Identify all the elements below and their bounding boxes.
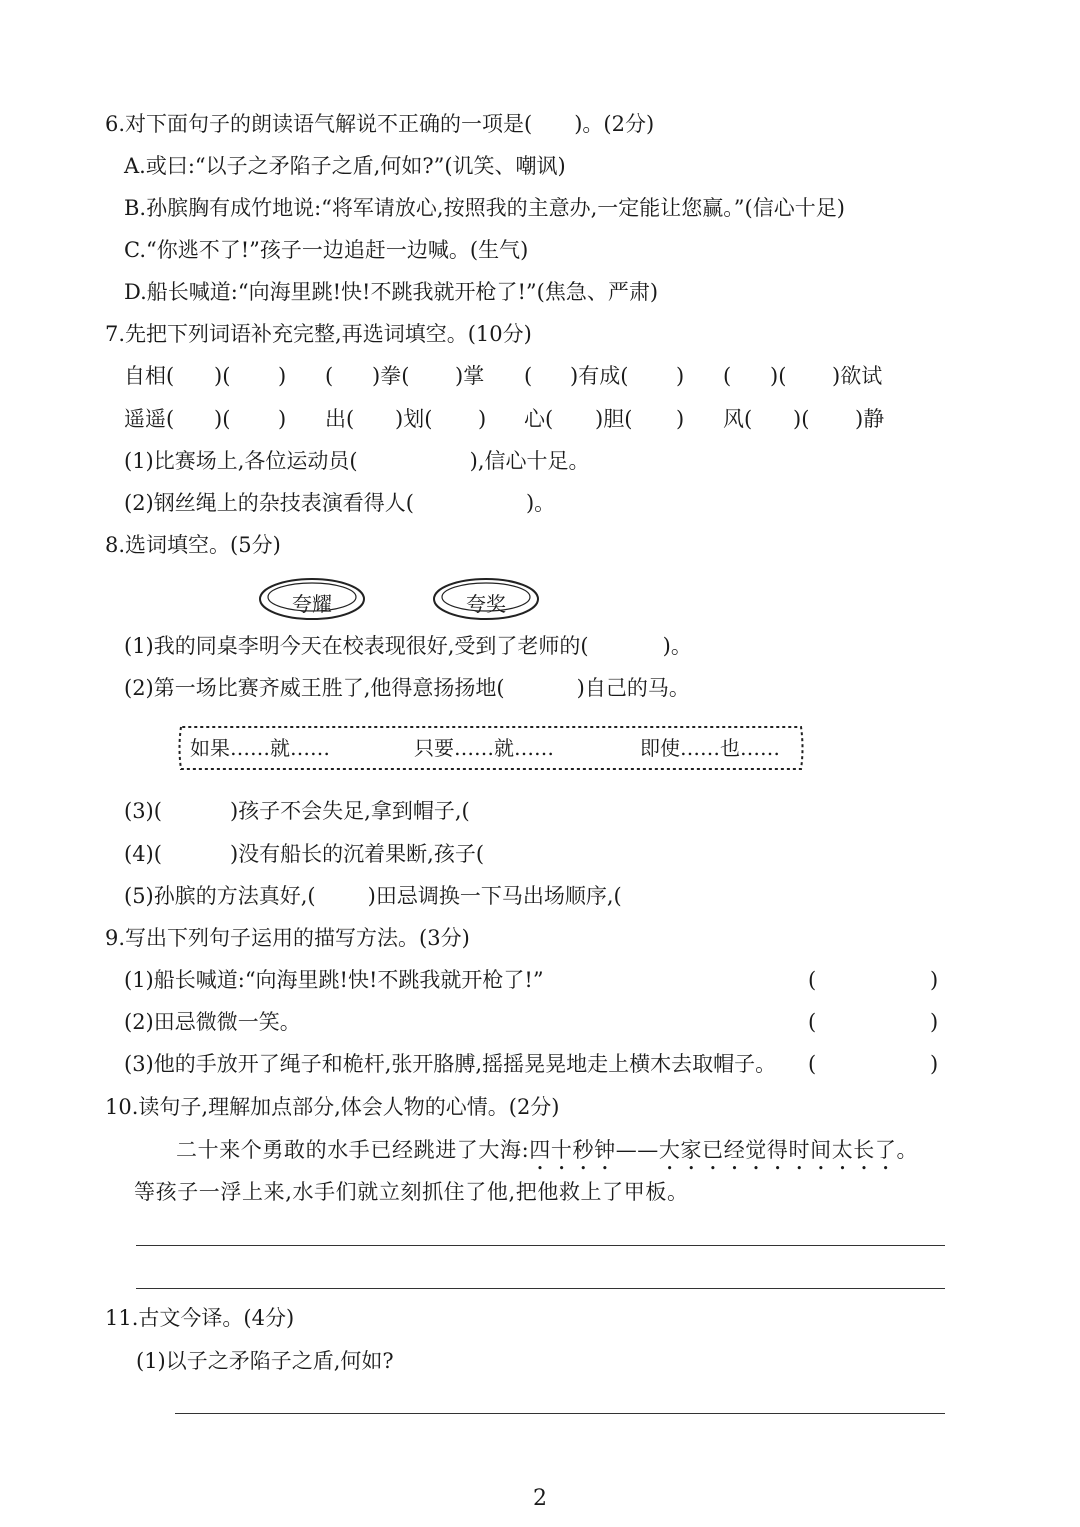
idiom-fragment: )欲试 bbox=[832, 364, 883, 388]
idiom-fragment: )拳( bbox=[372, 364, 410, 388]
idiom-fragment: 风( bbox=[723, 407, 753, 431]
q8-sentence-1 bbox=[124, 632, 692, 660]
q9-item-2: (2)田忌微微一笑。 bbox=[124, 1010, 301, 1034]
idiom-fragment: ) bbox=[676, 364, 685, 388]
q7-title: 7.先把下列词语补充完整,再选词填空。(10分) bbox=[105, 322, 532, 346]
sentence-text: (1)我的同桌李明今天在校表现很好,受到了老师的( bbox=[124, 634, 589, 658]
q7-sentence-1 bbox=[124, 447, 590, 475]
q8-title: 8.选词填空。(5分) bbox=[105, 533, 281, 557]
sentence-text: (4)( bbox=[124, 842, 162, 866]
idiom-fragment: ( bbox=[524, 364, 533, 388]
idiom-fragment: 遥遥( bbox=[124, 407, 175, 431]
word-plate-kuayao bbox=[258, 575, 366, 623]
sentence-text: )孩子不会失足,拿到帽子,( bbox=[229, 799, 470, 823]
q7-sentence-2 bbox=[124, 489, 555, 517]
idiom-fragment: ) bbox=[278, 364, 287, 388]
idiom-fragment: ) bbox=[478, 407, 487, 431]
q10-passage-line-2: 等孩子一浮上来,水手们就立刻抓住了他,把他救上了甲板。 bbox=[134, 1180, 689, 1204]
q9-answer-paren-close: ) bbox=[930, 1052, 939, 1076]
idiom-fragment: )有成( bbox=[570, 364, 629, 388]
idiom-fragment: )掌 bbox=[455, 364, 485, 388]
passage-dash: —— bbox=[615, 1138, 659, 1162]
q10-title: 10.读句子,理解加点部分,体会人物的心情。(2分) bbox=[105, 1095, 560, 1119]
q9-answer-paren-open: ( bbox=[808, 968, 817, 992]
page-number: 2 bbox=[533, 1486, 547, 1511]
q9-title: 9.写出下列句子运用的描写方法。(3分) bbox=[105, 926, 470, 950]
idiom-fragment: )( bbox=[770, 364, 787, 388]
sentence-text: (5)孙膑的方法真好,( bbox=[124, 884, 316, 908]
idiom-fragment: ) bbox=[278, 407, 287, 431]
q11-sentence-1: (1)以子之矛陷子之盾,何如? bbox=[136, 1349, 394, 1373]
q10-passage-line-1 bbox=[176, 1136, 918, 1175]
sentence-text: )自己的马。 bbox=[576, 676, 690, 700]
q6-title: 6.对下面句子的朗读语气解说不正确的一项是( )。(2分) bbox=[105, 112, 655, 136]
sentence-text: (2)钢丝绳上的杂技表演看得人( bbox=[124, 491, 414, 515]
q9-answer-paren-close: ) bbox=[930, 1010, 939, 1034]
idiom-fragment: 自相( bbox=[124, 364, 175, 388]
idiom-fragment: )划( bbox=[395, 407, 433, 431]
q8-sentence-2 bbox=[124, 674, 690, 702]
q11-title: 11.古文今译。(4分) bbox=[105, 1306, 295, 1330]
sentence-text: (1)比赛场上,各位运动员( bbox=[124, 449, 358, 473]
conjunction-option-2: 只要……就…… bbox=[414, 736, 554, 760]
idiom-fragment: 出( bbox=[325, 407, 355, 431]
sentence-text: )。 bbox=[525, 491, 556, 515]
q9-item-3: (3)他的手放开了绳子和桅杆,张开胳膊,摇摇晃晃地走上横木去取帽子。 bbox=[124, 1052, 777, 1076]
idiom-fragment: )( bbox=[214, 364, 231, 388]
conjunction-option-3: 即使……也…… bbox=[640, 736, 780, 760]
word-label: 夸耀 bbox=[292, 592, 332, 616]
idiom-fragment: )静 bbox=[855, 407, 885, 431]
idiom-fragment: ( bbox=[723, 364, 732, 388]
q9-answer-paren-open: ( bbox=[808, 1010, 817, 1034]
sentence-text: (3)( bbox=[124, 799, 162, 823]
q8-sentence-3 bbox=[124, 797, 470, 825]
idiom-fragment: ) bbox=[676, 407, 685, 431]
idiom-fragment: )胆( bbox=[595, 407, 633, 431]
passage-text: 二十来个勇敢的水手已经跳进了大海: bbox=[176, 1138, 530, 1162]
idiom-fragment: 心( bbox=[524, 407, 554, 431]
q6-option-d: D.船长喊道:“向海里跳!快!不跳我就开枪了!”(焦急、严肃) bbox=[124, 280, 659, 304]
q9-answer-paren-close: ) bbox=[930, 968, 939, 992]
q8-sentence-4 bbox=[124, 840, 484, 868]
q6-option-a: A.或曰:“以子之矛陷子之盾,何如?”(讥笑、嘲讽) bbox=[124, 154, 566, 178]
answer-line[interactable] bbox=[136, 1245, 945, 1246]
answer-line[interactable] bbox=[136, 1288, 945, 1289]
q9-answer-paren-open: ( bbox=[808, 1052, 817, 1076]
sentence-text: (2)第一场比赛齐威王胜了,他得意扬扬地( bbox=[124, 676, 505, 700]
sentence-text: ),信心十足。 bbox=[469, 449, 590, 473]
idiom-fragment: ( bbox=[325, 364, 334, 388]
q6-option-c: C.“你逃不了!”孩子一边追赶一边喊。(生气) bbox=[124, 238, 529, 262]
q6-option-b: B.孙膑胸有成竹地说:“将军请放心,按照我的主意办,一定能让您赢。”(信心十足) bbox=[124, 196, 845, 220]
word-label: 夸奖 bbox=[466, 592, 506, 616]
idiom-fragment: )( bbox=[793, 407, 810, 431]
dotted-emphasis-2: 大家已经觉得时间太长了。 bbox=[658, 1138, 919, 1162]
q8-sentence-5 bbox=[124, 882, 622, 910]
word-plate-kuajiang bbox=[432, 575, 540, 623]
sentence-text: )。 bbox=[662, 634, 692, 658]
q9-item-1: (1)船长喊道:“向海里跳!快!不跳我就开枪了!” bbox=[124, 968, 544, 992]
dotted-emphasis-1: 四十秒钟 bbox=[529, 1138, 616, 1162]
conjunction-option-1: 如果……就…… bbox=[190, 736, 330, 760]
sentence-text: )没有船长的沉着果断,孩子( bbox=[229, 842, 485, 866]
answer-line[interactable] bbox=[175, 1413, 945, 1414]
sentence-text: )田忌调换一下马出场顺序,( bbox=[367, 884, 622, 908]
idiom-fragment: )( bbox=[214, 407, 231, 431]
